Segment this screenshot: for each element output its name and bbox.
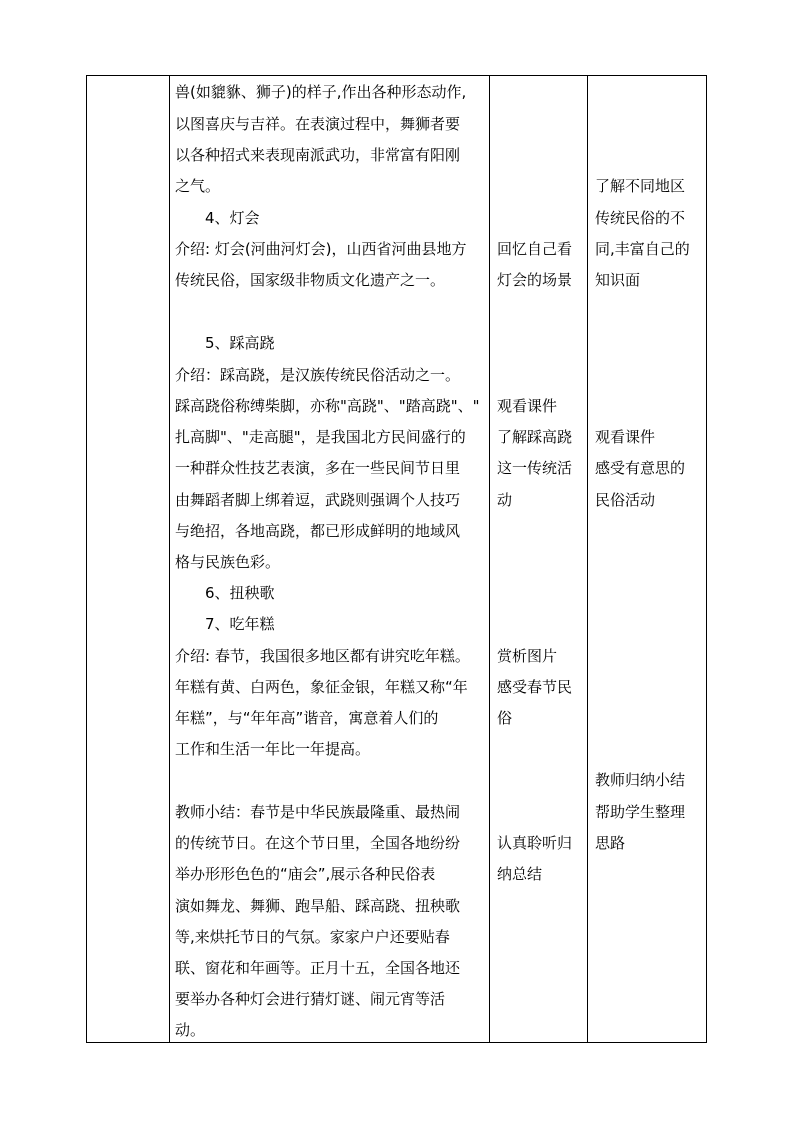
text-line: 观看课件 bbox=[497, 397, 558, 415]
text-line: 年糕”，与“年年高”谐音，寓意着人们的 bbox=[175, 709, 439, 727]
summary-line: 的传统节日。在这个节日里，全国各地纷纷 bbox=[175, 834, 461, 852]
text-line: 教师归纳小结 bbox=[595, 771, 686, 789]
summary-line: 联、窗花和年画等。正月十五，全国各地还 bbox=[175, 959, 461, 977]
section-heading: 7、吃年糕 bbox=[205, 615, 275, 633]
text-line: 扎高脚"、"走高腿"，是我国北方民间盛行的 bbox=[175, 428, 466, 446]
text-line: 一种群众性技艺表演，多在一些民间节日里 bbox=[175, 459, 461, 477]
text-line: 了解踩高跷 bbox=[497, 428, 573, 446]
text-line: 年糕有黄、白两色，象征金银，年糕又称“年 bbox=[175, 678, 468, 696]
text-line: 观看课件 bbox=[595, 428, 656, 446]
text-line: 传统民俗，国家级非物质文化遗产之一。 bbox=[175, 271, 446, 289]
text-line: 介绍：踩高跷，是汉族传统民俗活动之一。 bbox=[175, 366, 461, 384]
summary-line: 动。 bbox=[175, 1021, 206, 1039]
text-line: 介绍: 灯会(河曲河灯会)，山西省河曲县地方 bbox=[175, 240, 467, 258]
text-line: 传统民俗的不 bbox=[595, 209, 686, 227]
text-line: 兽(如貔貅、狮子)的样子,作出各种形态动作, bbox=[175, 83, 467, 101]
text-line: 帮助学生整理 bbox=[595, 803, 686, 821]
text-line: 介绍: 春节，我国很多地区都有讲究吃年糕。 bbox=[175, 647, 470, 665]
text-line: 思路 bbox=[595, 834, 626, 852]
text-line: 感受春节民 bbox=[497, 678, 573, 696]
student-activity-column bbox=[489, 76, 587, 1042]
summary-line: 举办形形色色的“庙会”,展示各种民俗表 bbox=[175, 865, 436, 883]
text-line: 了解不同地区 bbox=[595, 177, 686, 195]
lesson-table bbox=[86, 75, 707, 1043]
text-line: 踩高跷俗称缚柴脚，亦称"高跷"、"踏高跷"、" bbox=[175, 397, 480, 415]
text-line: 格与民族色彩。 bbox=[175, 553, 281, 571]
section-heading: 5、踩高跷 bbox=[205, 334, 275, 352]
text-line: 民俗活动 bbox=[595, 491, 656, 509]
text-line: 灯会的场景 bbox=[497, 271, 573, 289]
text-line: 以各种招式来表现南派武功，非常富有阳刚 bbox=[175, 146, 461, 164]
text-line: 知识面 bbox=[595, 271, 641, 289]
section-heading: 6、扭秧歌 bbox=[205, 584, 275, 602]
text-line: 感受有意思的 bbox=[595, 459, 686, 477]
text-line: 与绝招，各地高跷，都已形成鲜明的地域风 bbox=[175, 522, 461, 540]
design-intent-column bbox=[587, 76, 706, 1042]
teaching-content-column bbox=[169, 76, 489, 1042]
text-line: 工作和生活一年比一年提高。 bbox=[175, 740, 371, 758]
text-line: 这一传统活 bbox=[497, 459, 573, 477]
summary-line: 演如舞龙、舞狮、跑旱船、踩高跷、扭秧歌 bbox=[175, 897, 461, 915]
text-line: 纳总结 bbox=[497, 865, 543, 883]
text-line: 由舞蹈者脚上绑着逗，武跷则强调个人技巧 bbox=[175, 491, 461, 509]
summary-line: 等,来烘托节日的气氛。家家户户还要贴春 bbox=[175, 928, 450, 946]
summary-line: 要举办各种灯会进行猜灯谜、闹元宵等活 bbox=[175, 990, 446, 1008]
text-line: 认真聆听归 bbox=[497, 834, 573, 852]
text-line: 以图喜庆与吉祥。在表演过程中，舞狮者要 bbox=[175, 115, 461, 133]
text-line: 动 bbox=[497, 491, 513, 509]
text-line: 同,丰富自己的 bbox=[595, 240, 690, 258]
text-line: 回忆自己看 bbox=[497, 240, 573, 258]
text-line: 赏析图片 bbox=[497, 647, 558, 665]
text-line: 之气。 bbox=[175, 177, 221, 195]
text-line: 俗 bbox=[497, 709, 513, 727]
summary-line: 教师小结：春节是中华民族最隆重、最热闹 bbox=[175, 803, 461, 821]
section-heading: 4、灯会 bbox=[205, 209, 260, 227]
blank-column bbox=[87, 76, 169, 1042]
